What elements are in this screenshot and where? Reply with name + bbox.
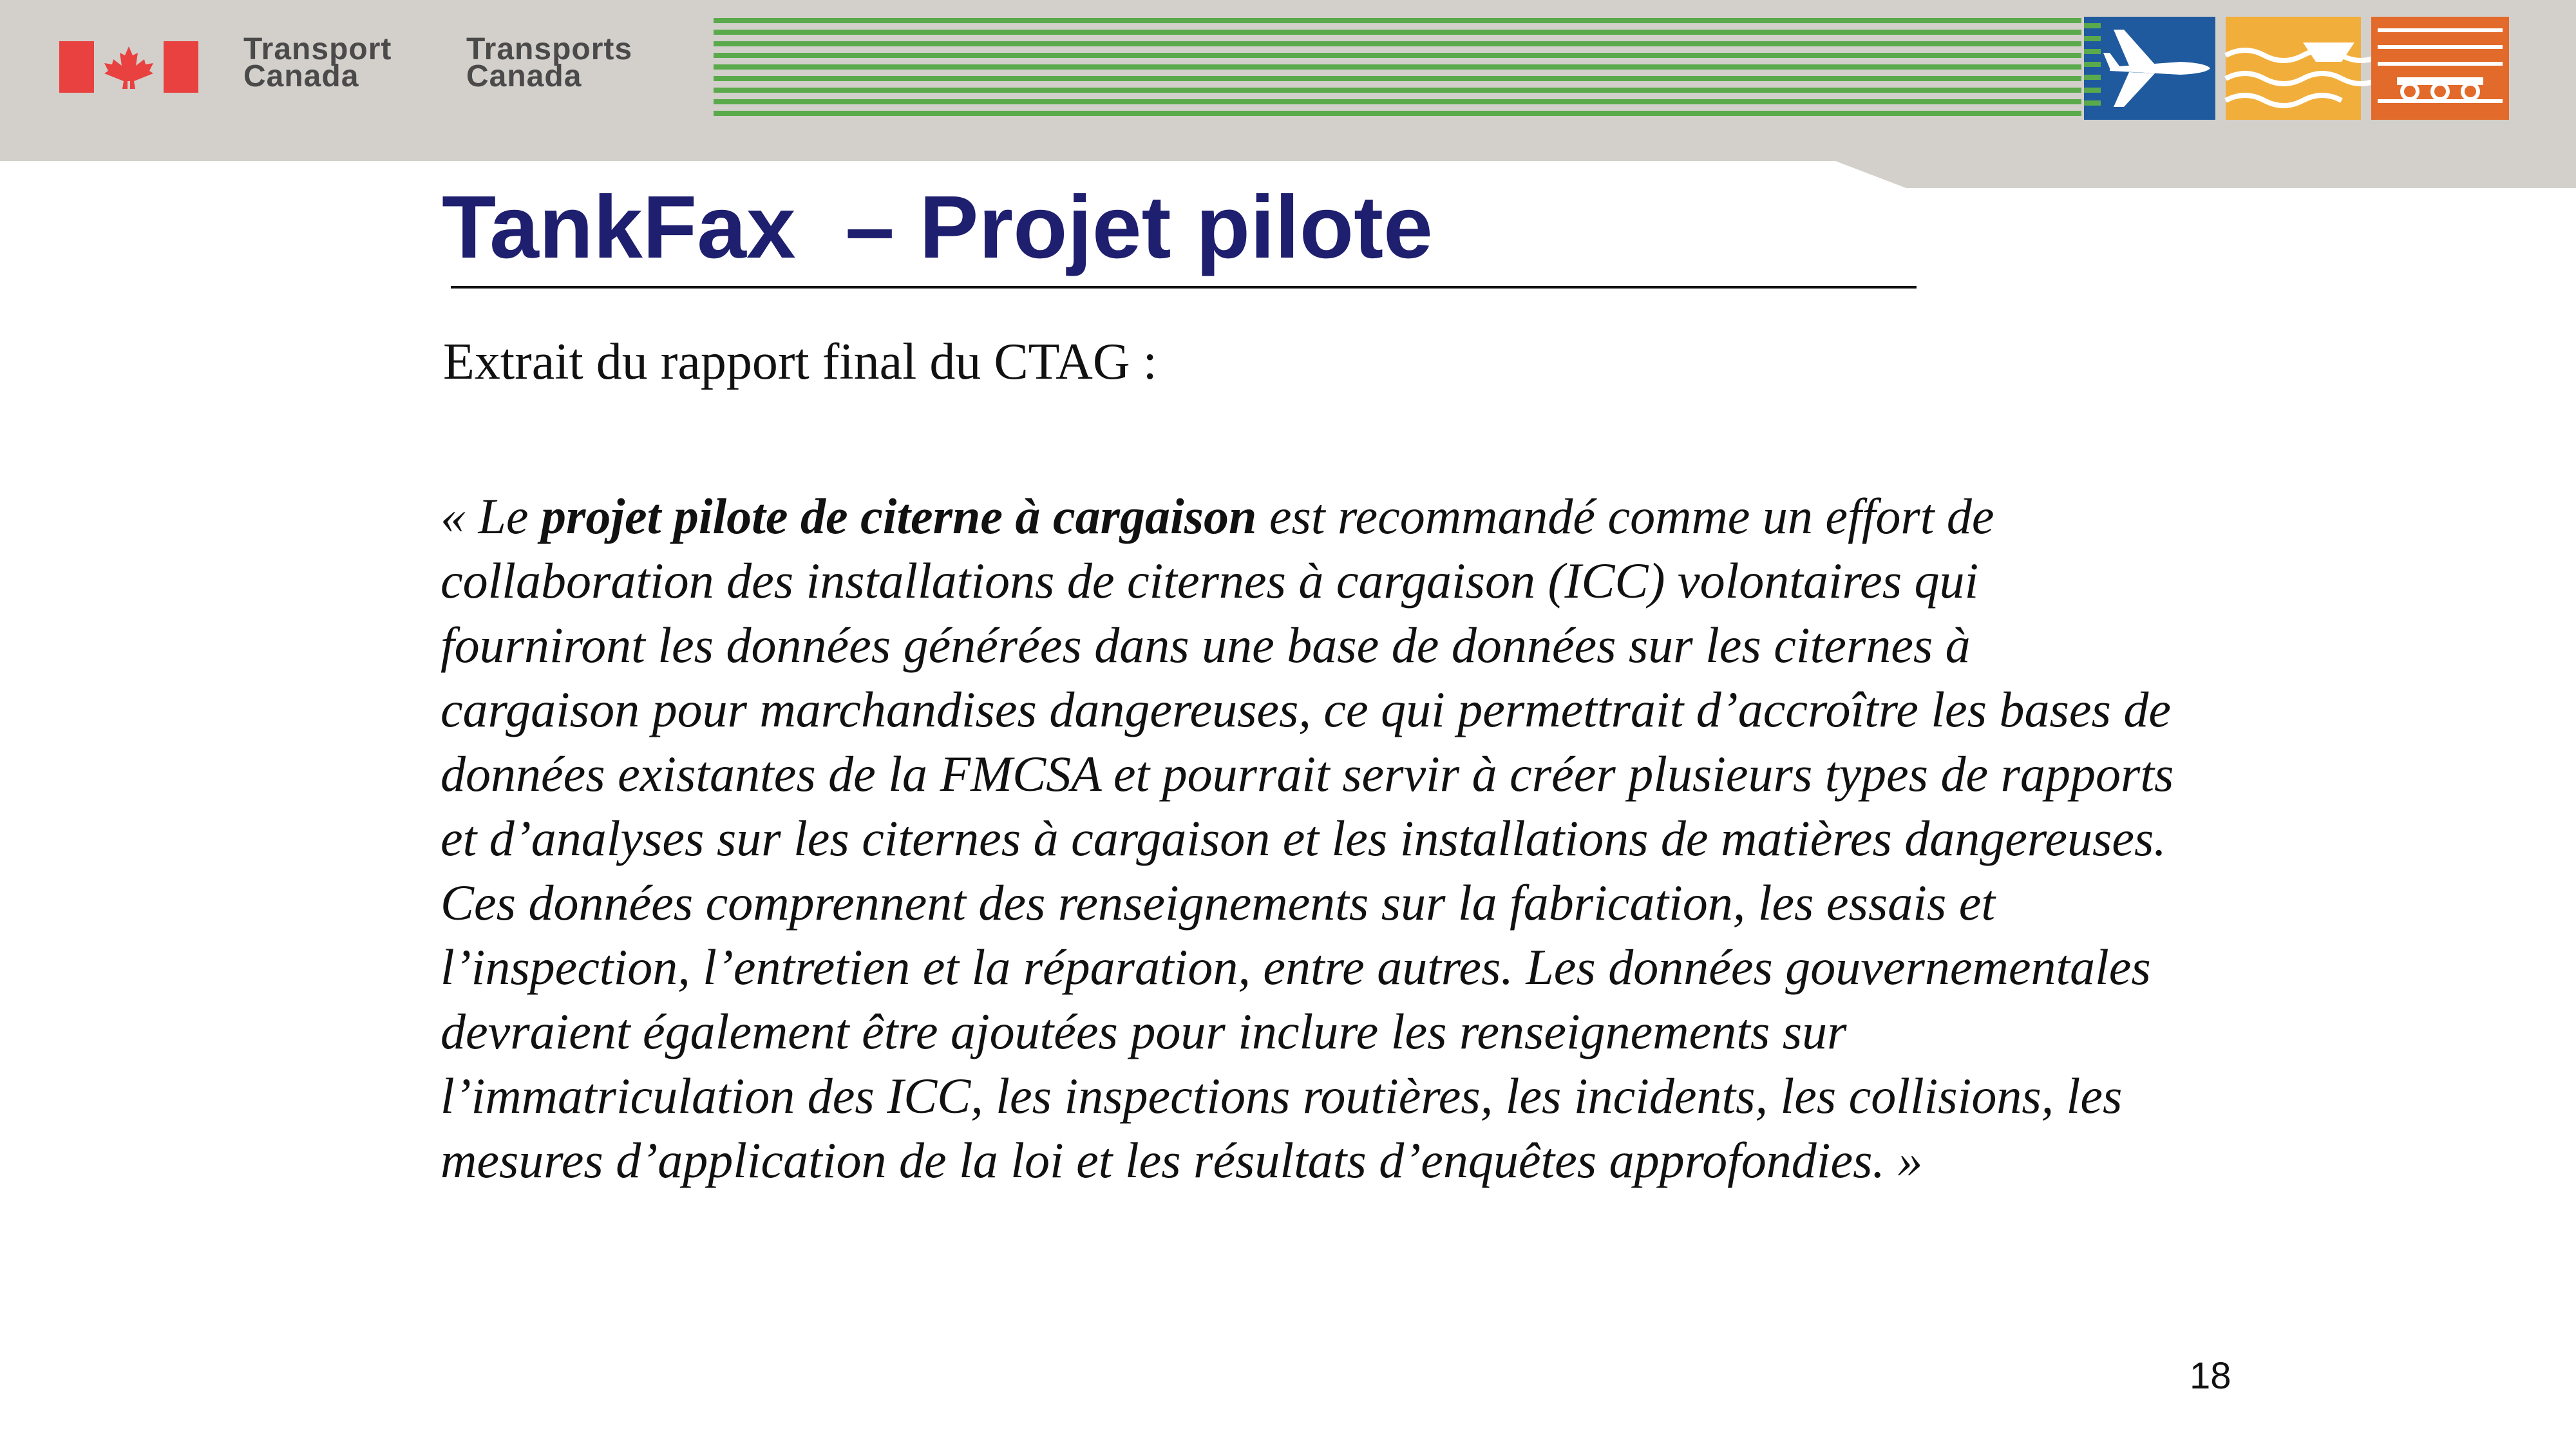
canada-flag-icon (59, 41, 198, 93)
slide-title: TankFax – Projet pilote (442, 178, 1433, 277)
quote-paragraph (440, 484, 2179, 1193)
transport-mode-icons (2084, 17, 2509, 120)
wordmark-en-line1: Transport (243, 32, 392, 66)
quote-emphasis: projet pilote de citerne à cargaison (541, 488, 1257, 544)
wordmark-english (243, 32, 392, 93)
title-underline (451, 286, 1917, 289)
quote-body: est recommandé comme un effort de collaboration des installations de citernes à cargaison (ICC) volontaires qui fourniront les données générées dans une base de données sur les citernes à cargaison pour marchandises dangereuses, ce qui permettrait d’accroître les bases de données existantes de la FMCSA et pourrait servir à créer plusieurs types de rapports et d’analyses sur les citernes à cargaison et les installations de matières dangereuses. Ces données comprennent des renseignements sur la fabrication, les essais et l’inspection, l’entretien et la réparation, entre autres. Les données gouvernementales devraient également être ajoutées pour inclure les renseignements sur l’immatriculation des ICC, les inspections routières, les incidents, les collisions, les mesures d’application de la loi et les résultats d’enquêtes approfondies. » (440, 488, 2174, 1188)
wordmark-en-line2: Canada (243, 59, 359, 93)
wordmark-fr-line2: Canada (466, 59, 582, 93)
green-stripes (714, 18, 2081, 116)
rail-mode-icon (2371, 17, 2509, 120)
intro-text: Extrait du rapport final du CTAG : (443, 334, 1157, 390)
page-number: 18 (2190, 1355, 2231, 1397)
marine-mode-icon (2226, 17, 2380, 120)
quote-lead: « Le (440, 488, 541, 544)
wordmark-french (466, 32, 633, 93)
wordmark-fr-line1: Transports (466, 32, 633, 66)
air-mode-icon (2084, 17, 2215, 120)
